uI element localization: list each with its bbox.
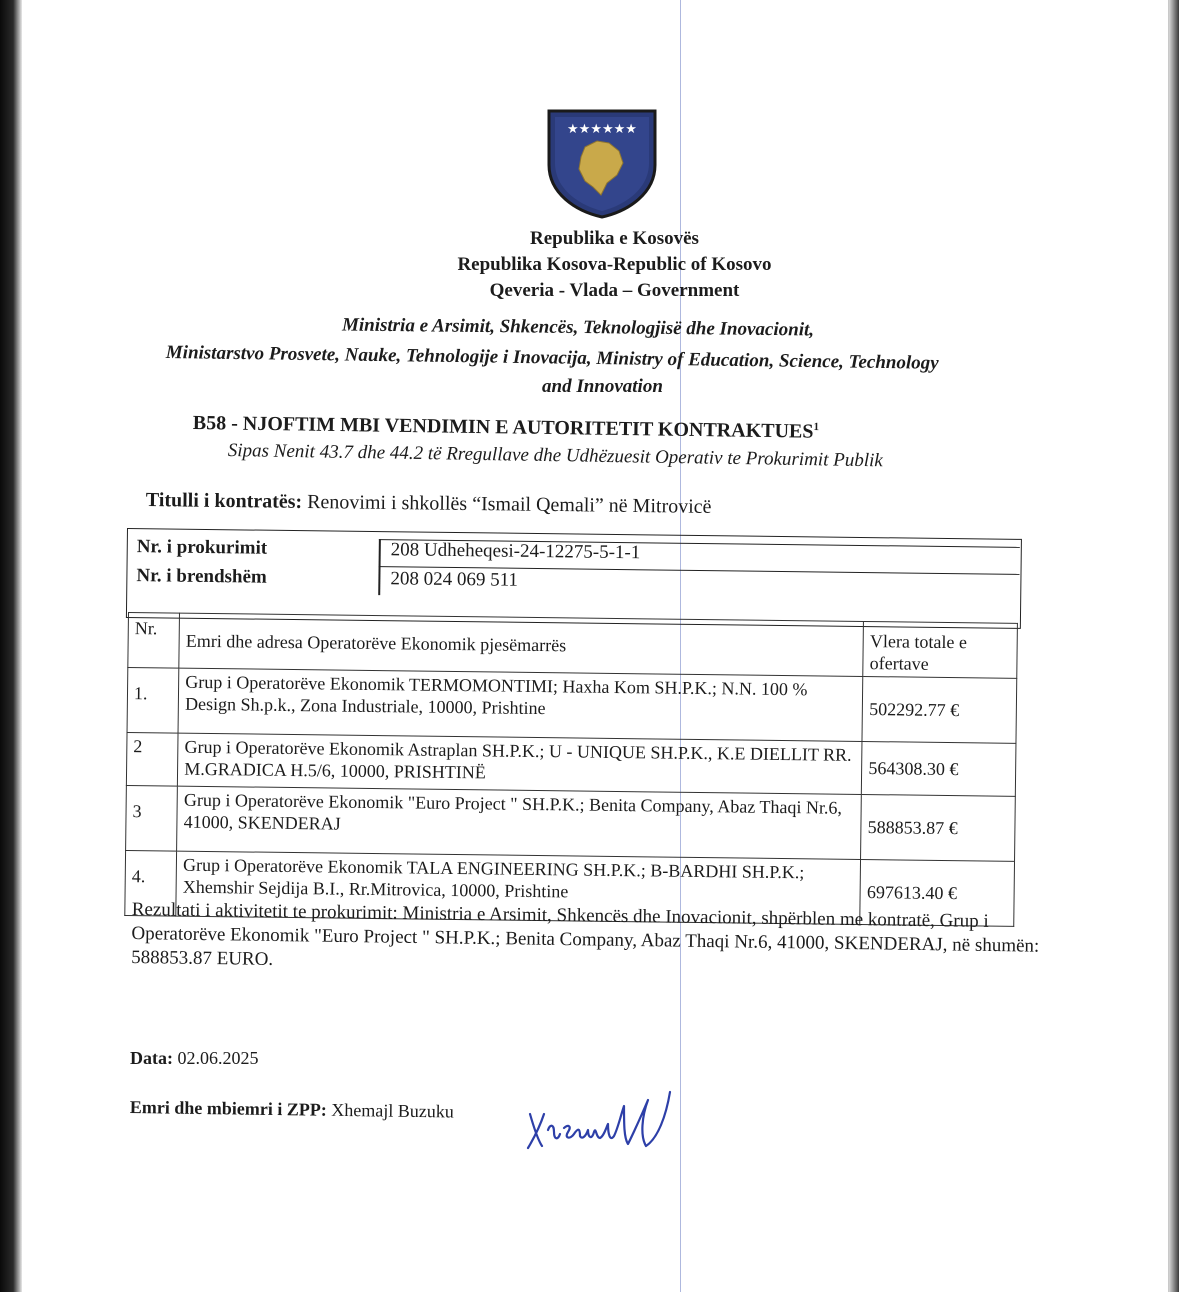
ministry-line-1: Ministria e Arsimit, Shkencës, Teknologjisë dhe Inovacionit,	[341, 314, 815, 341]
contract-title	[146, 489, 712, 519]
footnote-mark: 1	[813, 421, 820, 434]
row-value: 564308.30 €	[862, 741, 1016, 796]
procurement-number-label: Nr. i prokurimit	[136, 536, 268, 559]
row-operator: Grup i Operatorëve Ekonomik TALA ENGINEERING SH.P.K.; B-BARDHI SH.P.K.; Xhemshir Sejdija B.I., Rr.Mitrovica, 10000, Prishtine	[176, 851, 861, 924]
table-row	[127, 668, 1017, 744]
date-value: 02.06.2025	[177, 1048, 259, 1068]
notice-title	[193, 412, 819, 444]
row-value: 697613.40 €	[860, 859, 1015, 926]
header-line-1: Republika e Kosovës	[530, 228, 699, 249]
header-line-3: Qeveria - Vlada – Government	[489, 280, 740, 301]
internal-number-label: Nr. i brendshëm	[136, 565, 267, 588]
procurement-number-value: 208 Udheheqesi-24-12275-5-1-1	[390, 539, 641, 564]
handwritten-signature-icon	[524, 1084, 764, 1164]
header-num: Nr.	[128, 613, 180, 669]
date-label: Data:	[130, 1048, 173, 1068]
internal-number-value: 208 024 069 511	[390, 568, 519, 591]
row-num: 1.	[127, 668, 179, 734]
bidders-table	[124, 612, 1020, 913]
paper-edge-line	[1168, 0, 1169, 1292]
row-num: 4.	[125, 850, 177, 916]
header-line-2: Republika Kosova-Republic of Kosovo	[457, 254, 772, 275]
row-operator: Grup i Operatorëve Ekonomik Astraplan SH.P.K.; U - UNIQUE SH.P.K., K.E DIELLIT RR. M.GRADICA H.5/6, 10000, PRISHTINË	[178, 733, 863, 794]
table-row	[126, 785, 1016, 861]
date-line	[130, 1048, 259, 1069]
row-value: 588853.87 €	[861, 794, 1016, 861]
zpp-label: Emri dhe mbiemri i ZPP:	[129, 1097, 327, 1120]
svg-text:★★★★★★: ★★★★★★	[567, 122, 637, 137]
row-operator: Grup i Operatorëve Ekonomik TERMOMONTIMI; Haxha Kom SH.P.K.; N.N. 100 % Design Sh.p.k., Zona Industriale, 10000, Prishtine	[178, 668, 863, 741]
row-num: 3	[126, 785, 178, 851]
notice-title-text: B58 - NJOFTIM MBI VENDIMIN E AUTORITETIT KONTRAKTUES	[192, 412, 814, 443]
contract-title-value: Renovimi i shkollës “Ismail Qemali” në Mitrovicë	[307, 490, 712, 518]
photo-edge-left	[0, 0, 22, 1292]
header-value: Vlera totale e ofertave	[863, 621, 1017, 678]
ministry-line-3: and Innovation	[542, 376, 663, 397]
notice-subtitle: Sipas Nenit 43.7 dhe 44.2 të Rregullave dhe Udhëzuesit Operativ te Prokurimit Publik	[227, 440, 883, 472]
row-num: 2	[126, 732, 178, 786]
header-name: Emri dhe adresa Operatorëve Ekonomik pjesëmarrës	[179, 613, 864, 676]
kosovo-coat-of-arms-icon	[545, 107, 659, 219]
zpp-line	[130, 1097, 454, 1123]
row-operator: Grup i Operatorëve Ekonomik "Euro Project " SH.P.K.; Benita Company, Abaz Thaqi Nr.6, 41000, SKENDERAJ	[177, 786, 862, 859]
ministry-line-2: Ministarstvo Prosvete, Nauke, Tehnologije i Inovacija, Ministry of Education, Science, Technology	[165, 342, 939, 374]
zpp-value: Xhemajl Buzuku	[331, 1099, 454, 1122]
photo-edge-right	[1169, 0, 1179, 1292]
row-value: 502292.77 €	[862, 676, 1017, 743]
procurement-result: Rezultati i aktivitetit te prokurimit: Ministria e Arsimit, Shkencës dhe Inovacionit, shpërblen me kontratë, Grup i Operatorëve Ekonomik "Euro Project " SH.P.K.; Benita Company, Abaz Thaqi Nr.6, 41000, SKENDERAJ, në shumën: 588853.87 EURO.	[131, 898, 1040, 970]
contract-title-label: Titulli i kontratës:	[145, 489, 303, 513]
